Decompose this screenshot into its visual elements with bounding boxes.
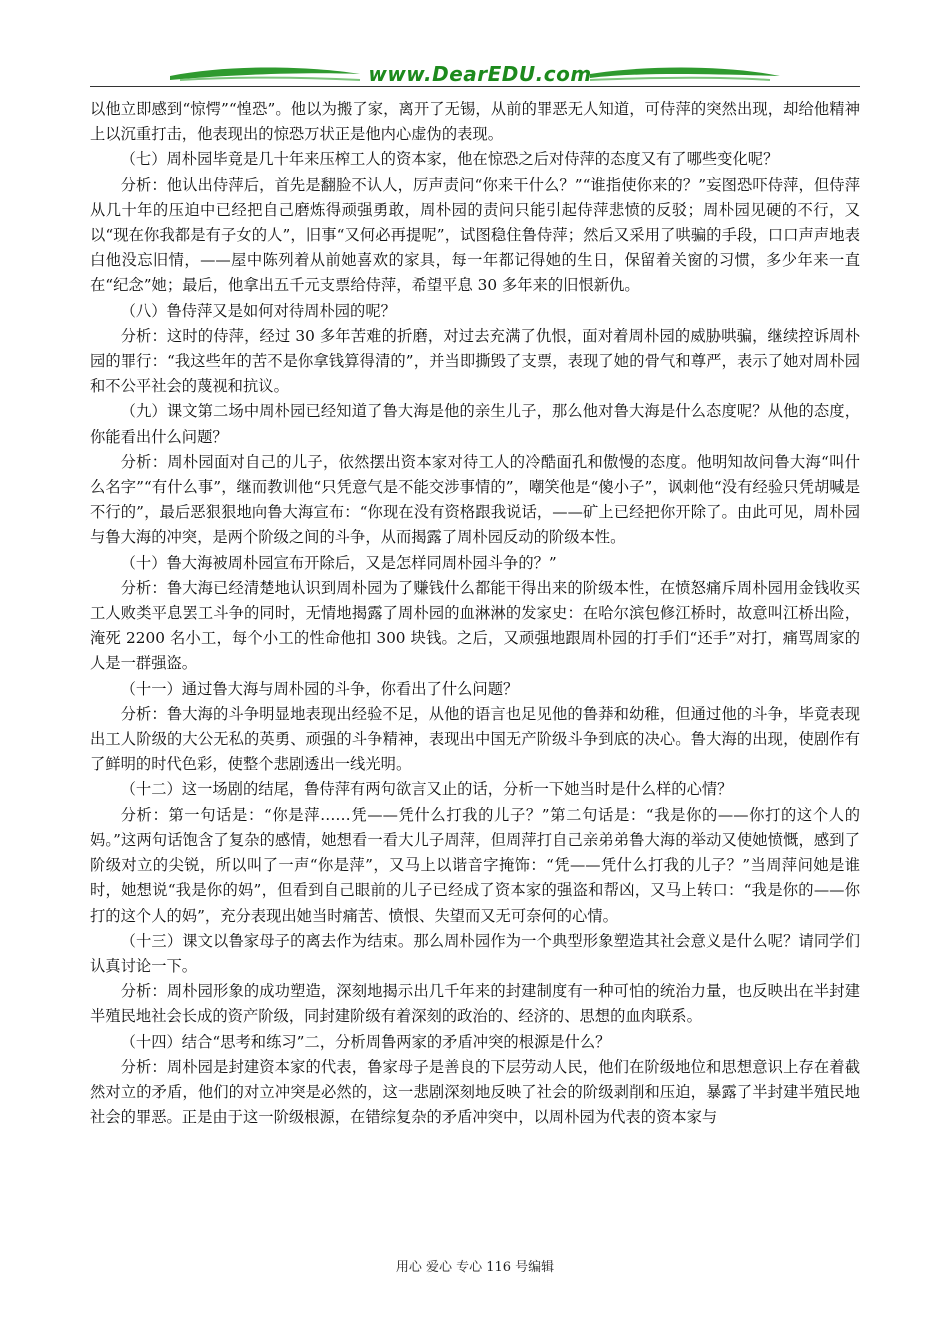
question-paragraph: （十二）这一场剧的结尾，鲁侍萍有两句欲言又止的话，分析一下她当时是什么样的心情？ bbox=[120, 780, 733, 799]
header-divider bbox=[90, 86, 860, 87]
analysis-paragraph: 分析：这时的侍萍，经过 30 多年苦难的折磨，对过去充满了仇恨，面对着周朴园的威胁哄骗，继续控诉周朴园的罪行：“我这些年的苦不是你拿钱算得清的”，并当即撕毁了支票，表现了她的骨气和尊严，表示了她对周朴园和不公平社会的蔑视和抗议。 bbox=[90, 326, 860, 396]
question-paragraph: （七）周朴园毕竟是几十年来压榨工人的资本家，他在惊恐之后对侍萍的态度又有了哪些变化呢？ bbox=[120, 150, 779, 169]
question-paragraph: （十）鲁大海被周朴园宣布开除后，又是怎样同周朴园斗争的？” bbox=[120, 553, 557, 572]
analysis-paragraph: 分析：他认出侍萍后，首先是翻脸不认人，厉声责问“你来干什么？”“谁指使你来的？”妄图恐吓侍萍，但侍萍从几十年的压迫中已经把自己磨炼得顽强勇敢，周朴园的责问只能引起侍萍悲愤的反驳；周朴园见硬的不行，又以“现在你我都是有子女的人”，旧事“又何必再提呢”，试图稳住鲁侍萍；然后又采用了哄骗的手段，口口声声地表白他没忘旧情，——屋中陈列着从前她喜欢的家具，每一年都记得她的生日，保留着关窗的习惯，多少年来一直在“纪念”她；最后，他拿出五千元支票给侍萍，希望平息 30 多年来的旧恨新仇。 bbox=[90, 175, 860, 295]
article-body bbox=[90, 97, 860, 1130]
page-footer: 用心 爱心 专心 116 号编辑 bbox=[395, 1260, 555, 1275]
analysis-paragraph: 分析：鲁大海的斗争明显地表现出经验不足，从他的语言也足见他的鲁莽和幼稚，但通过他的斗争，毕竟表现出工人阶级的大公无私的英勇、顽强的斗争精神，表现出中国无产阶级斗争到底的决心。鲁大海的出现，使剧作有了鲜明的时代色彩，使整个悲剧透出一线光明。 bbox=[90, 704, 860, 774]
question-paragraph: （九）课文第二场中周朴园已经知道了鲁大海是他的亲生儿子，那么他对鲁大海是什么态度呢？从他的态度，你能看出什么问题？ bbox=[90, 402, 860, 446]
question-paragraph: （十三）课文以鲁家母子的离去作为结束。那么周朴园作为一个典型形象塑造其社会意义是什么呢？请同学们认真讨论一下。 bbox=[90, 931, 860, 975]
page-header bbox=[0, 0, 950, 100]
analysis-paragraph: 分析：周朴园形象的成功塑造，深刻地揭示出几千年来的封建制度有一种可怕的统治力量，也反映出在半封建半殖民地社会长成的资产阶级，同封建阶级有着深刻的政治的、经济的、思想的血肉联系。 bbox=[90, 982, 860, 1026]
analysis-paragraph: 分析：鲁大海已经清楚地认识到周朴园为了赚钱什么都能干得出来的阶级本性，在愤怒痛斥周朴园用金钱收买工人败类平息罢工斗争的同时，无情地揭露了周朴园的血淋淋的发家史：在哈尔滨包修江桥时，故意叫江桥出险，淹死 2200 名小工，每个小工的性命他扣 300 块钱。之后，又顽强地跟周朴园的打手们“还手”对打，痛骂周家的人是一群强盗。 bbox=[90, 578, 860, 673]
question-paragraph: （八）鲁侍萍又是如何对待周朴园的呢？ bbox=[120, 301, 396, 320]
analysis-paragraph: 分析：周朴园是封建资本家的代表，鲁家母子是善良的下层劳动人民，他们在阶级地位和思想意识上存在着截然对立的矛盾，他们的对立冲突是必然的，这一悲剧深刻地反映了社会的阶级剥削和压迫，暴露了半封建半殖民地社会的罪恶。正是由于这一阶级根源，在错综复杂的矛盾冲突中，以周朴园为代表的资本家与 bbox=[90, 1057, 860, 1127]
analysis-paragraph: 分析：周朴园面对自己的儿子，依然摆出资本家对待工人的冷酷面孔和傲慢的态度。他明知故问鲁大海“叫什么名字”“有什么事”，继而教训他“只凭意气是不能交涉事情的”，嘲笑他是“傻小子”，讽刺他“没有经验只凭胡喊是不行的”，最后恶狠狠地向鲁大海宣布：“你现在没有资格跟我说话，——矿上已经把你开除了。由此可见，周朴园与鲁大海的冲突，是两个阶级之间的斗争，从而揭露了周朴园反动的阶级本性。 bbox=[90, 452, 860, 547]
question-paragraph: （十四）结合“思考和练习”二，分析周鲁两家的矛盾冲突的根源是什么？ bbox=[120, 1032, 611, 1051]
question-paragraph: （十一）通过鲁大海与周朴园的斗争，你看出了什么问题？ bbox=[120, 679, 519, 698]
analysis-paragraph: 分析：第一句话是：“你是萍……凭——凭什么打我的儿子？”第二句话是：“我是你的——你打的这个人的妈。”这两句话饱含了复杂的感情，她想看一看大儿子周萍，但周萍打自己亲弟弟鲁大海的举动又使她愤慨，感到了阶级对立的尖锐，所以叫了一声“你是萍”，又马上以谐音字掩饰：“凭——凭什么打我的儿子？”当周萍问她是谁时，她想说“我是你的妈”，但看到自己眼前的儿子已经成了资本家的强盗和帮凶，又马上转口：“我是你的——你打的这个人的妈”，充分表现出她当时痛苦、愤恨、失望而又无可奈何的心情。 bbox=[90, 805, 860, 925]
site-logo[interactable]: www.DearEDU.com bbox=[368, 62, 592, 86]
paragraph: 以他立即感到“惊愕”“惶恐”。他以为搬了家，离开了无锡，从前的罪恶无人知道，可侍萍的突然出现，却给他精神上以沉重打击，他表现出的惊恐万状正是他内心虚伪的表现。 bbox=[90, 100, 860, 144]
